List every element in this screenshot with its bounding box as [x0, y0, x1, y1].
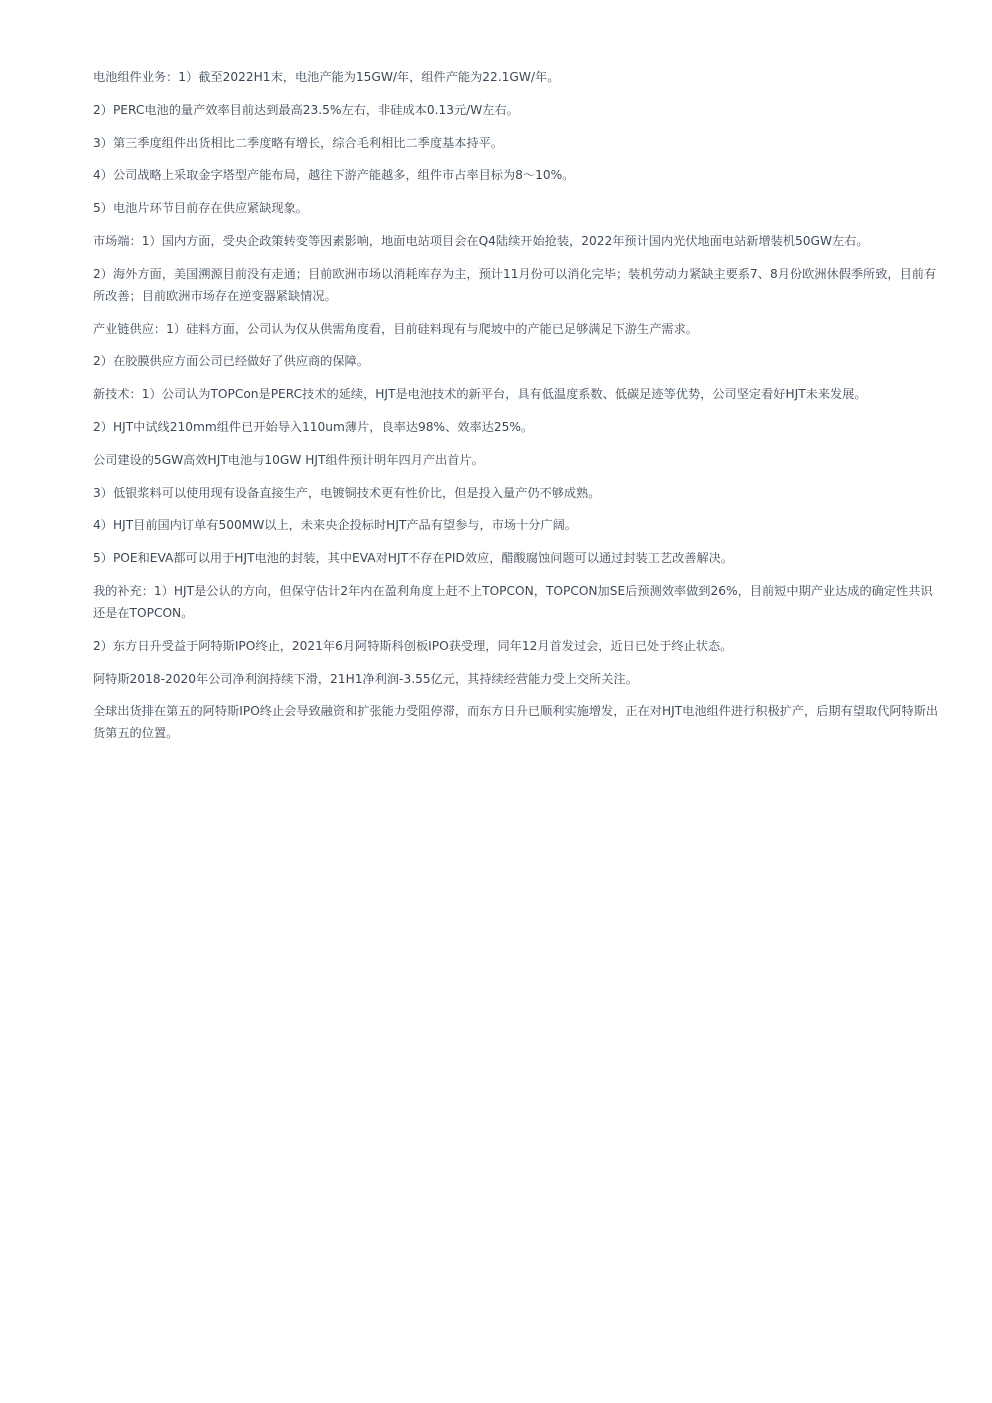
paragraph-new-tech-topcon-hjt: 新技术：1）公司认为TOPCon是PERC技术的延续，HJT是电池技术的新平台，具有低温度系数、低碳足迹等优势，公司坚定看好HJT未来发展。 [93, 387, 867, 402]
paragraph-hjt-orders: 4）HJT目前国内订单有500MW以上，未来央企投标时HJT产品有望参与，市场十分广阔。 [93, 518, 577, 533]
paragraph-supplement-hjt-topcon: 我的补充：1）HJT是公认的方向，但保守估计2年内在盈利角度上赶不上TOPCON，TOPCON加SE后预测效率做到26%，目前短中期产业达成的确定性共识还是在TOPCON。 [93, 583, 933, 620]
paragraph-supply-film: 2）在胶膜供应方面公司已经做好了供应商的保障。 [93, 354, 369, 369]
paragraph-global-ranking: 全球出货排在第五的阿特斯IPO终止会导致融资和扩张能力受阻停滞，而东方日升已顺利实施增发，正在对HJT电池组件进行积极扩产，后期有望取代阿特斯出货第五的位置。 [93, 704, 939, 741]
paragraph-hjt-capacity-plan: 公司建设的5GW高效HJT电池与10GW HJT组件预计明年四月产出首片。 [93, 452, 484, 467]
paragraph-hjt-pilot-line: 2）HJT中试线210mm组件已开始导入110um薄片，良率达98%、效率达25%。 [93, 419, 534, 434]
paragraph-pyramid-strategy: 4）公司战略上采取金字塔型产能布局，越往下游产能越多，组件市占率目标为8～10%。 [93, 168, 575, 183]
paragraph-supply-silicon: 产业链供应：1）硅料方面，公司认为仅从供需角度看，目前硅料现有与爬坡中的产能已足够满足下游生产需求。 [93, 321, 698, 336]
paragraph-perc-efficiency: 2）PERC电池的量产效率目前达到最高23.5%左右，非硅成本0.13元/W左右。 [93, 102, 519, 117]
paragraph-cell-module-business: 电池组件业务：1）截至2022H1末，电池产能为15GW/年，组件产能为22.1GW/年。 [93, 70, 560, 84]
paragraph-market-overseas: 2）海外方面，美国溯源目前没有走通；目前欧洲市场以消耗库存为主，预计11月份可以消化完毕；装机劳动力紧缺主要系7、8月份欧洲休假季所致，目前有所改善；目前欧洲市场存在逆变器紧缺情况。 [93, 266, 937, 303]
paragraph-cell-shortage: 5）电池片环节目前存在供应紧缺现象。 [93, 201, 308, 216]
paragraph-canadian-solar-profit: 阿特斯2018-2020年公司净利润持续下滑，21H1净利润-3.55亿元，其持续经营能力受上交所关注。 [93, 671, 638, 686]
paragraph-supplement-ipo: 2）东方日升受益于阿特斯IPO终止，2021年6月阿特斯科创板IPO获受理，同年12月首发过会，近日已处于终止状态。 [93, 638, 733, 653]
paragraph-market-domestic: 市场端：1）国内方面，受央企政策转变等因素影响，地面电站项目会在Q4陆续开始抢装，2022年预计国内光伏地面电站新增装机50GW左右。 [93, 233, 869, 248]
paragraph-q3-shipments: 3）第三季度组件出货相比二季度略有增长，综合毛利相比二季度基本持平。 [93, 135, 503, 150]
paragraph-poe-eva: 5）POE和EVA都可以用于HJT电池的封装，其中EVA对HJT不存在PID效应，醋酸腐蚀问题可以通过封装工艺改善解决。 [93, 551, 734, 566]
paragraph-low-silver-paste: 3）低银浆料可以使用现有设备直接生产，电镀铜技术更有性价比，但是投入量产仍不够成熟。 [93, 485, 601, 500]
document-body [93, 66, 943, 755]
